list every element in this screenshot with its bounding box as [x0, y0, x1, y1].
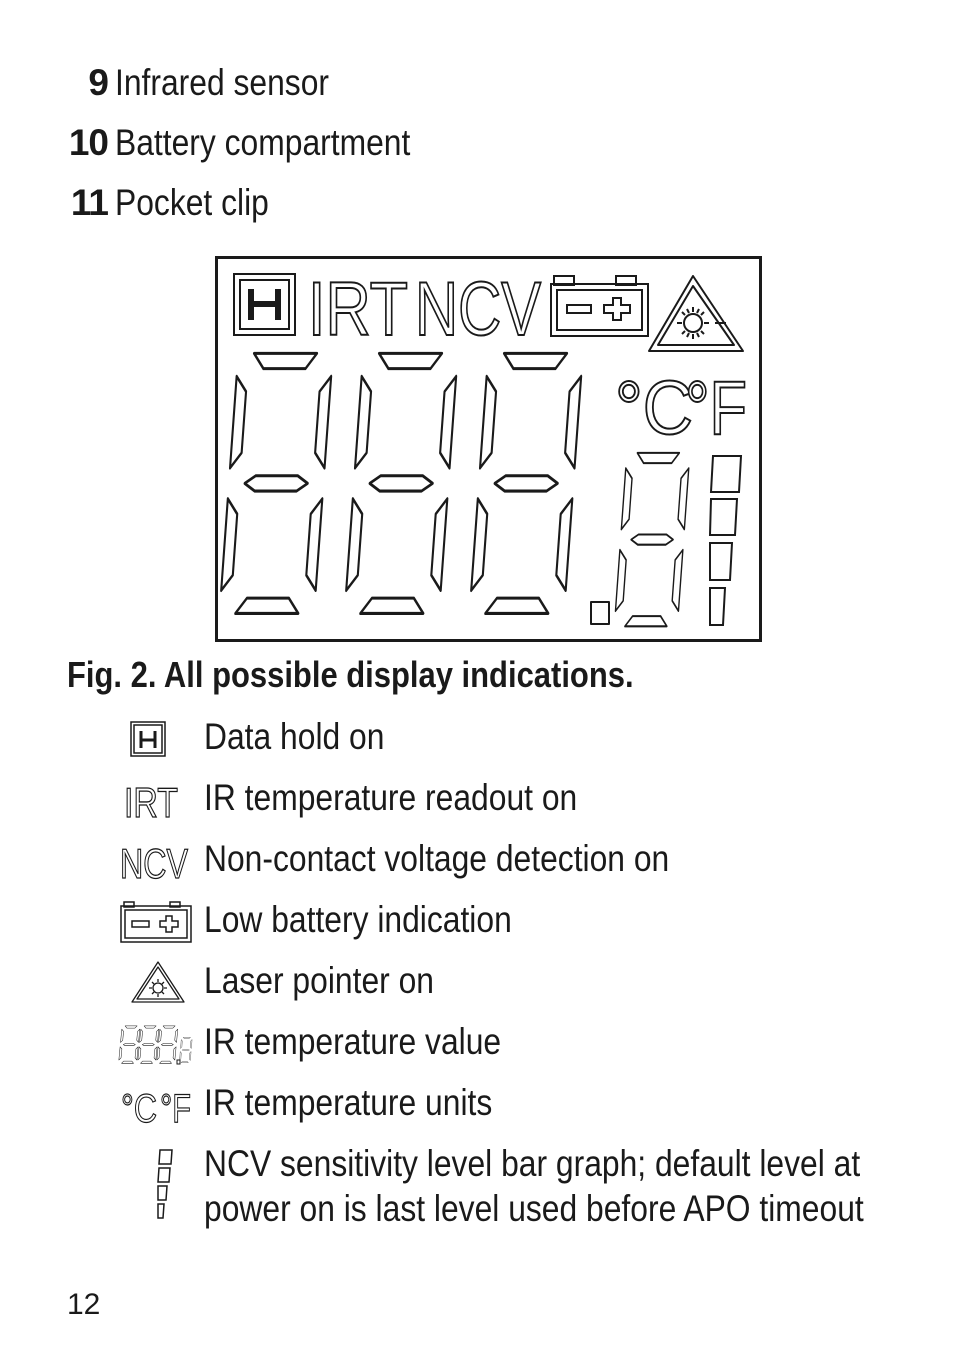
- legend-text-line: NCV sensitivity level bar graph; default level at: [204, 1143, 861, 1184]
- svg-text:IRT: IRT: [124, 779, 178, 826]
- legend-text: Non-contact voltage detection on: [204, 838, 670, 879]
- lcd-display-figure: [215, 256, 762, 642]
- part-number: 11: [70, 182, 108, 223]
- lcd-celsius-unit: °C: [615, 366, 693, 451]
- page-number: 12: [67, 1288, 101, 1321]
- part-item: [66, 58, 458, 118]
- legend-item: [118, 710, 918, 771]
- svg-text:°F: °F: [160, 1087, 191, 1131]
- lcd-fahrenheit-unit: °F: [685, 366, 747, 451]
- legend-text-line: power on is last level used before APO timeout: [204, 1188, 864, 1229]
- legend-text: IR temperature readout on: [204, 777, 578, 818]
- figure-caption: Fig. 2. All possible display indications.: [67, 654, 634, 695]
- part-item: [66, 118, 458, 178]
- part-item: [66, 178, 458, 238]
- legend-text: Laser pointer on: [204, 960, 434, 1001]
- battery-icon: [118, 899, 194, 945]
- lcd-ncv-label: NCV: [415, 267, 542, 352]
- part-label: Infrared sensor: [115, 62, 330, 103]
- data-hold-icon: [118, 716, 194, 762]
- part-number: 9: [88, 62, 108, 103]
- legend-item: [118, 1015, 918, 1076]
- legend-item: [118, 1137, 918, 1237]
- lcd-irt-label: IRT: [308, 267, 408, 352]
- legend-text: Data hold on: [204, 716, 385, 757]
- svg-text:°C: °C: [121, 1087, 157, 1131]
- part-number: 10: [68, 122, 108, 163]
- part-label: Pocket clip: [115, 182, 269, 223]
- legend-item: [118, 771, 918, 832]
- legend-text: IR temperature units: [204, 1082, 493, 1123]
- part-label: Battery compartment: [115, 122, 411, 163]
- parts-list: [66, 58, 458, 238]
- legend-item: [118, 893, 918, 954]
- svg-text:NCV: NCV: [120, 840, 188, 887]
- irt-icon: [118, 777, 194, 826]
- bar-graph-icon: [118, 1147, 194, 1227]
- ncv-icon: [118, 838, 194, 887]
- legend-item: [118, 832, 918, 893]
- legend-text: Low battery indication: [204, 899, 512, 940]
- legend-item: [118, 1076, 918, 1137]
- legend-text: IR temperature value: [204, 1021, 502, 1062]
- digits-icon: [118, 1021, 194, 1067]
- units-icon: [118, 1082, 194, 1131]
- lcd-units: [615, 366, 747, 451]
- display-legend: [118, 710, 918, 1237]
- laser-icon: [118, 960, 194, 1006]
- legend-text: [204, 1141, 901, 1231]
- legend-item: [118, 954, 918, 1015]
